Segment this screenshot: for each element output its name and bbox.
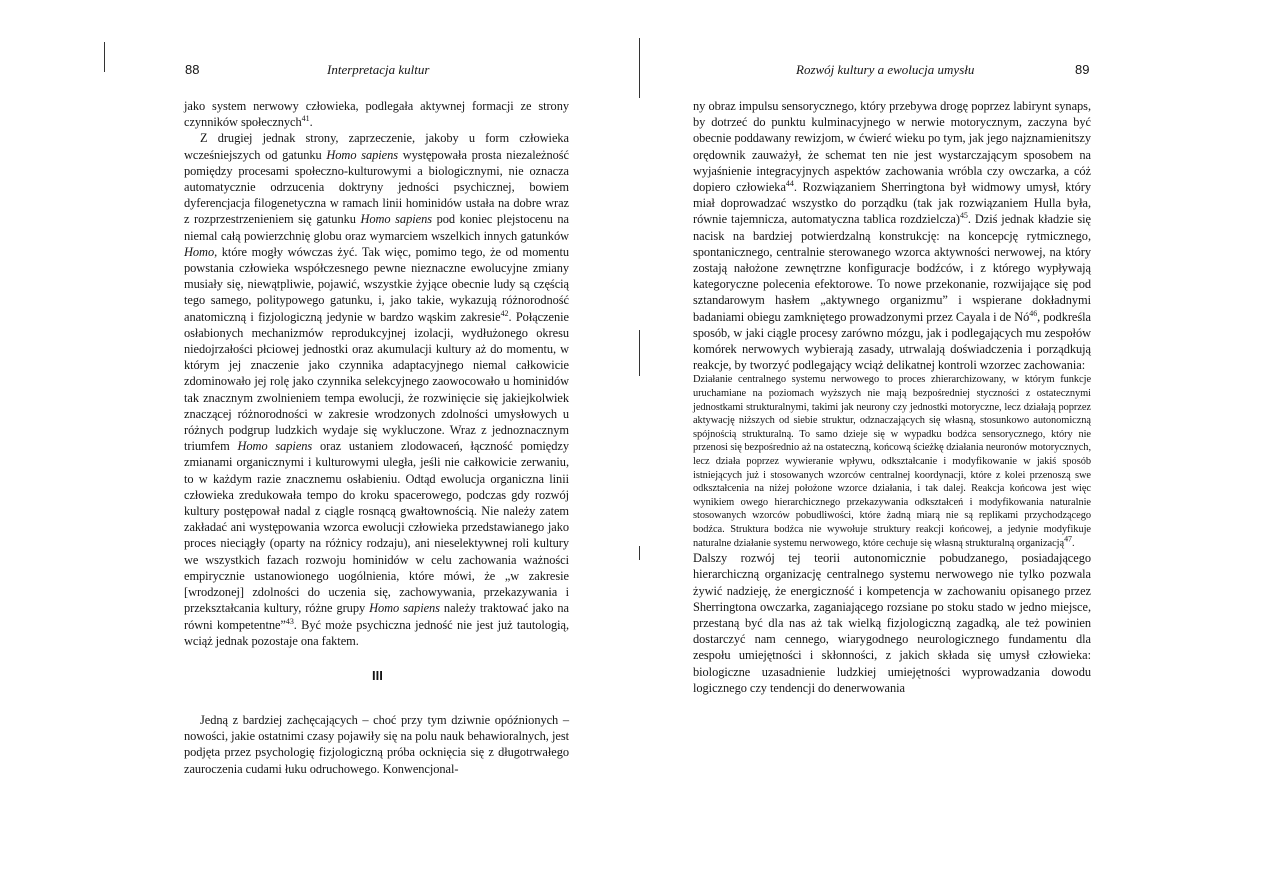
right-p1-text-c: . Dziś jednak kładzie się nacisk na bardziej potwierdzalną konstrukcję: na koncepcję rytmicznego, spontanicznego, centralnie sterowanego wzorca aktywności nerwowej, na który zostają nałożone zewnętrzne konfiguracje bodźców, i z którego wypływają kategoryczne polecenia efektorowe. To nowe przekonanie, rozwijające się pod sztandarowym hasłem „aktywnego organizmu” i wspierane dokładnymi badaniami obiegu zamkniętego prowadzonymi przez Cayala i de Nó	[693, 212, 1091, 324]
footnote-ref-46: 46	[1029, 308, 1038, 318]
left-p2-italic-2: Homo sapiens	[360, 212, 432, 227]
left-p2-text-a: Z drugiej jednak strony, zaprzeczenie, jakoby u form człowieka wcześniejszych od gatunku	[184, 131, 569, 162]
right-p1-text-d: , podkreśla sposób, w jaki ciągle procesy zarówno mózgu, jak i podlegających mu zespołów komórek nerwowych wybierają zasady, utrwalają doświadczenia i porządkują reakcje, by tworzyć podlegający wciąż delikatnej kontroli wzorzec zachowania:	[693, 309, 1091, 373]
block-quote-text: Działanie centralnego systemu nerwowego to proces zhierarchizowany, w którym funkcje uruchamiane na poziomach wyższych nie mają bezpośredniej styczności z ostatecznymi jednostkami strukturalnymi, takimi jak neurony czy jednostki motoryczne, lecz działają poprzez aktywację niższych od siebie struktur, odznaczających się własną, stosunkowo autonomiczną spójnością strukturalną. To samo dzieje się w wypadku bodźca sensorycznego, który nie przenosi się bezpośrednio aż na ostateczną, końcową ścieżkę działania neuronów motorycznych, lecz działa poprzez wywieranie wpływu, odkształcanie i modyfikowanie w jakiś sposób istniejących już i stosowanych wzorców centralnej koordynacji, które z kolei przenoszą swe odkształcenia na niżej położone wzorce działania, i tak dalej. Reakcja końcowa jest więc wynikiem owego hierarchicznego przekazywania odkształceń i modyfikowania naturalnie stosowanych wzorców pobudliwości, które żadną miarą nie są replikami przychodzącego bodźca. Struktura bodźca nie wywołuje struktury reakcji końcowej, a jedynie modyfikuje naturalne działanie systemu nerwowego, które cechuje się własną strukturalną organizacją	[693, 374, 1091, 549]
block-quote-end: .	[1071, 537, 1075, 549]
section-number: III	[372, 668, 383, 683]
footnote-ref-45: 45	[959, 211, 968, 221]
left-body-text	[184, 98, 569, 649]
right-paragraph-1	[693, 98, 1091, 373]
left-p2-text-d: które mogły wówczas żyć. Tak więc, pomimo tego, że od momentu powstania człowieka współczesnego pewne nieznaczne ewolucyjne zmiany musiały się, niewątpliwie, pojawić, wszystkie żyjące obecnie ludy są częścią tego samego, politypowego gatunku, i, jako takie, wykazują różnorodność anatomiczną i fizjologiczną jedynie w bardzo wąskim zakresie	[184, 244, 569, 324]
left-running-title: Interpretacja kultur	[327, 62, 430, 77]
left-p1-end: .	[309, 115, 313, 130]
left-p2-text-f: oraz ustaniem zlodowaceń, łączność pomiędzy zmianami organicznymi i kulturowymi uległa, jeśli nie całkowicie zerwaniu, to w każdym razie znacznemu osłabieniu. Odtąd ewolucja organiczna linii człowieka zredukowała tempo do kroku spacerowego, podczas gdy rozwój kultury postępował nadal z ciągle rosnącą gwałtownością. Nie należy zatem zakładać ani występowania wzorca ewolucji człowieka przedstawianego jako proces nieciągły (oparty na różnicy rodzaju), ani nieselektywnej roli kultury we wszystkich fazach rozwoju hominidów w celu zachowania ważności empirycznie ustanowionego uogólnienia, które mówi, że „w zakresie [wrodzonej] zdolności do uczenia się, zachowywania, przekazywania i przekształcania kultury, różne grupy	[184, 439, 569, 616]
left-p2-italic-4: Homo sapiens	[237, 439, 313, 454]
left-body-text-section-3	[184, 712, 569, 777]
right-p1-text-a: ny obraz impulsu sensorycznego, który przebywa drogę poprzez labirynt synaps, by dotrzeć do punktu kulminacyjnego w nerwie motorycznym, zaczyna być obecnie poddawany rewizjom, w ćwierć wieku po tym, jak jego najznamienitszy orędownik zauważył, że schemat ten nie jest wystarczającym sposobem na wyjaśnienie integracyjnych aspektów zachowania wróbla czy owczarka, a cóż dopiero człowieka	[693, 99, 1091, 195]
left-paragraph-2	[184, 130, 569, 649]
left-p2-italic-3: Homo,	[184, 244, 218, 259]
footnote-ref-41: 41	[301, 114, 310, 124]
footnote-ref-44: 44	[785, 178, 794, 188]
block-quote	[693, 373, 1091, 550]
footnote-ref-47: 47	[1064, 534, 1072, 544]
left-p2-text-b: występowała prosta niezależność pomiędzy procesami społeczno-kulturowymi a biologicznymi, nie oznacza automatycznie odrzucenia doktryny jedności psychicznej, bowiem dyferencjacja filogenetyczna w ramach linii hominidów ustała na dobre wraz z rozprzestrzenieniem się gatunku	[184, 147, 569, 227]
left-p2-text-e: . Połączenie osłabionych mechanizmów reprodukcyjnej izolacji, wydłużonego okresu niedojrzałości płciowej jednostki oraz akumulacji kultury aż do momentu, w którym jej znaczenie jako czynnika adaptacyjnego niemal całkowicie zdominowało jej rolę jako czynnika selekcyjnego zaowocowało u hominidów tak znacznym zwolnieniem tempa ewolucji, że rozwinięcie się jakiejkolwiek znaczącej różnorodności w zakresie wrodzonych zdolności umysłowych u różnych podgrup ludzkich wydaje się wykluczone. Wraz z jednoznacznym triumfem	[184, 309, 569, 454]
left-paragraph-3: Jedną z bardziej zachęcających – choć przy tym dziwnie opóźnionych – nowości, jakie ostatnimi czasy pojawiły się na polu nauk behawioralnych, jest podjęta przez psychologię fizjologiczną próba ocknięcia się z długotrwałego zauroczenia cudami łuku odruchowego. Konwencjonal-	[184, 713, 569, 776]
right-page	[631, 0, 1262, 894]
left-p2-italic-1: Homo sapiens	[326, 147, 399, 162]
left-p2-text-h: . Być może psychiczna jedność nie jest już tautologią, wciąż jednak pozostaje ona faktem.	[184, 617, 569, 648]
footnote-ref-43: 43	[285, 616, 294, 626]
right-paragraph-2: Dalszy rozwój tej teorii autonomicznie pobudzanego, posiadającego hierarchiczną organizację centralnego systemu nerwowego nie tylko pozwala żywić nadzieję, że energiczność i kompetencja w zachowaniu opisanego przez Sherringtona owczarka, zaganiającego rozsiane po stoku stado w jedno miejsce, przestaną być dla nas aż tak wielką fizjologiczną zagadką, ale też powinien dostarczyć nam cennego, wiarygodnego neurologicznego fundamentu dla zespołu umiejętności i skłonności, z jakich składa się umysł człowieka: biologiczne uzasadnienie ludzkiej umiejętności wyprowadzania dowodu logicznego czy tendencji do denerwowania	[693, 551, 1091, 695]
left-p2-text-g: należy traktować jako na równi kompetentne”	[184, 601, 569, 632]
right-page-number: 89	[1075, 62, 1090, 77]
right-body-text	[693, 98, 1091, 696]
right-p1-text-b: . Rozwiązaniem Sherringtona był widmowy umysł, który miał doprowadzać wszystko do porządku (tak jak rozwiązaniem Hulla była, równie tajemnicza, automatyczna tablica rozdzielcza)	[693, 180, 1092, 227]
footnote-ref-42: 42	[500, 308, 509, 318]
left-p2-italic-5: Homo sapiens	[369, 601, 440, 616]
left-paragraph-1	[184, 98, 569, 130]
left-p2-text-c: pod koniec plejstocenu na niemal całą powierzchnię globu oraz wymarciem wszelkich innych gatunków	[184, 212, 569, 243]
left-page-number: 88	[185, 62, 200, 77]
right-running-title: Rozwój kultury a ewolucja umysłu	[796, 62, 975, 77]
left-p1-text: jako system nerwowy człowieka, podlegała aktywnej formacji ze strony czynników społecznych	[184, 99, 569, 130]
